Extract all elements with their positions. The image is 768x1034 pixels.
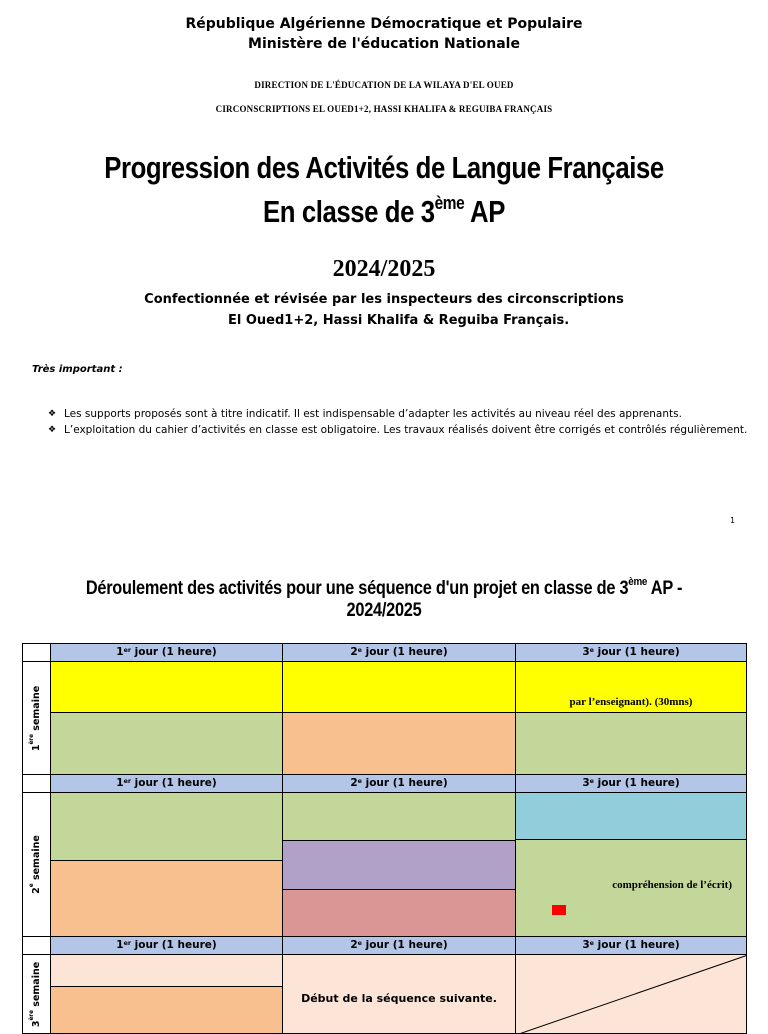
- section-title-sup: ème: [628, 576, 648, 588]
- note-text: L’exploitation du cahier d’activités en classe est obligatoire. Les travaux réalisés doivent être corrigés et contrôlés régulièrement.: [64, 424, 748, 436]
- circonscriptions-line: CIRCONSCRIPTIONS EL OUED1+2, HASSI KHALIFA & REGUIBA FRANÇAIS: [215, 104, 553, 114]
- list-item: [48, 406, 747, 422]
- class-title: [65, 194, 702, 230]
- ministry-name: Ministère de l'éducation Nationale: [248, 36, 520, 52]
- section-title-prefix: Déroulement des activités pour une séquence d'un projet en classe de 3: [85, 578, 629, 599]
- class-title-prefix: En classe de 3: [263, 194, 435, 229]
- activity-cell: [282, 661, 516, 713]
- activity-cell: [282, 889, 516, 937]
- week-label: 3ère semaine: [29, 961, 42, 1028]
- day-header: 2e jour (1 heure): [282, 643, 516, 662]
- activity-cell: [282, 840, 516, 890]
- notes-list: [48, 406, 747, 438]
- list-item: [48, 422, 747, 438]
- school-year: 2024/2025: [332, 256, 436, 282]
- class-title-sup: ème: [434, 192, 465, 213]
- day-header: 3e jour (1 heure): [515, 643, 747, 662]
- page-number: 1: [730, 516, 736, 525]
- day-header: 3e jour (1 heure): [515, 774, 747, 793]
- day-header: 1er jour (1 heure): [50, 643, 283, 662]
- week-label-cell: [22, 792, 51, 937]
- cell-text: compréhension de l’écrit): [612, 879, 732, 891]
- activity-cell: [282, 712, 516, 775]
- day-header: 2e jour (1 heure): [282, 774, 516, 793]
- cell-text: par l’enseignant). (30mns): [569, 696, 693, 708]
- week-label-cell: [22, 661, 51, 775]
- section-title-suffix: AP - 2024/2025: [346, 578, 683, 621]
- day-header: 3e jour (1 heure): [515, 936, 747, 955]
- day-header: 1er jour (1 heure): [50, 774, 283, 793]
- activity-cell: [282, 954, 516, 1034]
- week-label-cell: [22, 954, 51, 1034]
- corner-cell: [22, 774, 51, 793]
- activity-cell: [515, 792, 747, 840]
- diamond-bullet-icon: ❖: [48, 409, 57, 419]
- header: [0, 14, 768, 54]
- diamond-bullet-icon: ❖: [48, 425, 57, 435]
- activity-cell: [50, 712, 283, 775]
- day-header: 2e jour (1 heure): [282, 936, 516, 955]
- activity-cell: [50, 792, 283, 861]
- activity-cell: [515, 661, 747, 713]
- week-label: 2e semaine: [29, 835, 43, 894]
- activity-cell: [515, 954, 747, 1034]
- note-text: Les supports proposés sont à titre indicatif. Il est indispensable d’adapter les activités au niveau réel des apprenants.: [64, 408, 682, 420]
- main-title: Progression des Activités de Langue Française: [104, 150, 664, 185]
- activity-cell: [515, 712, 747, 775]
- activity-cell: [50, 661, 283, 713]
- corner-cell: [22, 936, 51, 955]
- activity-cell: [515, 839, 747, 937]
- section-title: [54, 578, 714, 622]
- activity-cell: [282, 792, 516, 841]
- schedule-table: [22, 643, 747, 1028]
- country-name: République Algérienne Démocratique et Populaire: [185, 16, 583, 32]
- day-header: 1er jour (1 heure): [50, 936, 283, 955]
- activity-cell: [50, 860, 283, 937]
- credit-line-2: El Oued1+2, Hassi Khalifa & Reguiba Français.: [228, 313, 570, 328]
- corner-cell: [22, 643, 51, 662]
- important-heading: Très important :: [32, 364, 123, 375]
- week-label: 1ère semaine: [29, 685, 42, 751]
- diagonal-line: [516, 955, 747, 1034]
- credit-line-1: Confectionnée et révisée par les inspecteurs des circonscriptions: [144, 292, 624, 307]
- activity-cell: [50, 954, 283, 987]
- class-title-suffix: AP: [464, 194, 505, 229]
- cell-text: Début de la séquence suivante.: [301, 992, 497, 1005]
- red-marker: [552, 905, 566, 915]
- direction-line: DIRECTION DE L'ÉDUCATION DE LA WILAYA D'EL OUED: [254, 80, 514, 90]
- activity-cell: [50, 986, 283, 1034]
